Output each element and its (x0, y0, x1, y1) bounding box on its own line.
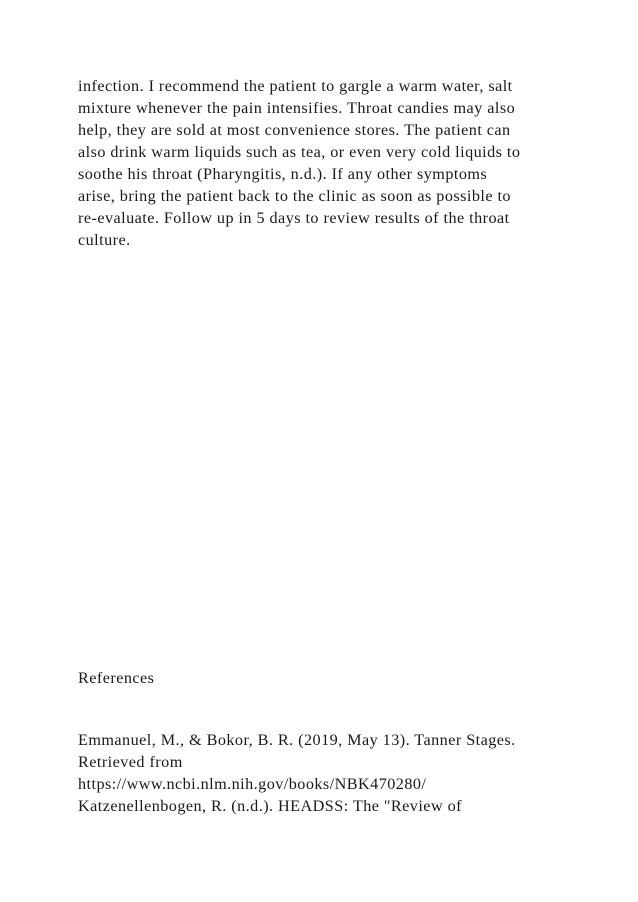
body-text-line: infection. I recommend the patient to gargle a warm water, salt (78, 77, 513, 95)
reference-url: https://www.ncbi.nlm.nih.gov/books/NBK470280/ (78, 775, 427, 793)
body-text-line: arise, bring the patient back to the clinic as soon as possible to (78, 187, 511, 205)
reference-line: Katzenellenbogen, R. (n.d.). HEADSS: The "Review of (78, 797, 462, 815)
body-text-line: culture. (78, 231, 131, 249)
body-text-line: help, they are sold at most convenience stores. The patient can (78, 121, 511, 139)
body-text-line: also drink warm liquids such as tea, or even very cold liquids to (78, 143, 521, 161)
body-text-line: soothe his throat (Pharyngitis, n.d.). If any other symptoms (78, 165, 488, 183)
references-heading: References (78, 669, 155, 687)
reference-line: Emmanuel, M., & Bokor, B. R. (2019, May 13). Tanner Stages. (78, 731, 516, 749)
reference-line: Retrieved from (78, 753, 183, 771)
body-text-line: mixture whenever the pain intensifies. Throat candies may also (78, 99, 516, 117)
body-text-line: re-evaluate. Follow up in 5 days to review results of the throat (78, 209, 510, 227)
